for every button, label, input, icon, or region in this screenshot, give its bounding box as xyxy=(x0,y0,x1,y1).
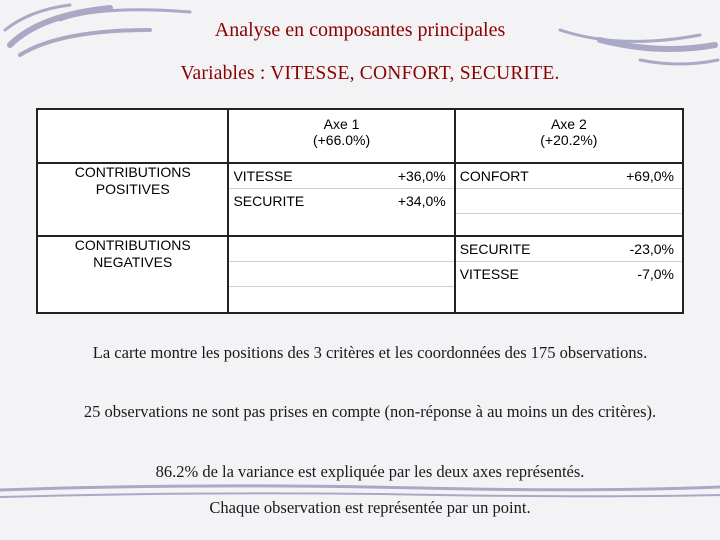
table-entry-empty xyxy=(456,189,682,214)
entry-value: +69,0% xyxy=(626,168,674,184)
entry-variable: SECURITE xyxy=(459,241,531,257)
negative-axis1-cell xyxy=(228,236,454,313)
page-title: Analyse en composantes principales xyxy=(214,19,506,41)
paragraph-map-description: La carte montre les positions des 3 critères et les coordonnées des 175 observations. xyxy=(92,343,648,362)
entry-value: -7,0% xyxy=(637,266,674,282)
positive-label-line1: CONTRIBUTIONS xyxy=(74,164,191,180)
paragraph-point-note: Chaque observation est représentée par un point. xyxy=(209,498,531,517)
entry-value: -23,0% xyxy=(629,241,674,257)
table-entry xyxy=(456,262,682,287)
table-entry xyxy=(229,189,453,214)
paragraph-missing-observations: 25 observations ne sont pas prises en compte (non-réponse à au moins un des critères). xyxy=(83,402,657,421)
variables-subtitle: Variables : VITESSE, CONFORT, SECURITE. xyxy=(180,63,560,84)
table-entry xyxy=(456,237,682,262)
negative-label-line2: NEGATIVES xyxy=(93,254,173,270)
axis2-name: Axe 2 xyxy=(550,116,587,132)
axis2-percent: (+20.2%) xyxy=(540,132,598,148)
entry-value: +36,0% xyxy=(397,168,446,184)
negative-label-line1: CONTRIBUTIONS xyxy=(74,237,191,253)
positive-axis1-cell xyxy=(228,163,454,236)
positive-label-line2: POSITIVES xyxy=(95,181,170,197)
table-entry xyxy=(229,164,453,189)
table-entry xyxy=(456,164,682,189)
axis1-header xyxy=(228,109,454,163)
header-empty-cell xyxy=(37,109,228,163)
paragraph-variance: 86.2% de la variance est expliquée par les deux axes représentés. xyxy=(155,462,585,481)
entry-variable: CONFORT xyxy=(459,168,529,184)
negative-axis2-cell xyxy=(455,236,683,313)
entry-variable: VITESSE xyxy=(459,266,519,282)
table-entry-empty xyxy=(229,262,453,287)
entry-value: +34,0% xyxy=(397,193,446,209)
positive-contributions-row xyxy=(37,163,683,236)
axis2-header xyxy=(455,109,683,163)
negative-contributions-row xyxy=(37,236,683,313)
entry-variable: VITESSE xyxy=(233,168,293,184)
entry-variable: SECURITE xyxy=(233,193,305,209)
table-entry-empty xyxy=(229,237,453,262)
axis1-name: Axe 1 xyxy=(323,116,360,132)
positive-axis2-cell xyxy=(455,163,683,236)
table-header-row xyxy=(37,109,683,163)
negative-label xyxy=(37,236,228,313)
positive-label xyxy=(37,163,228,236)
contributions-table xyxy=(36,108,684,314)
axis1-percent: (+66.0%) xyxy=(312,132,371,148)
